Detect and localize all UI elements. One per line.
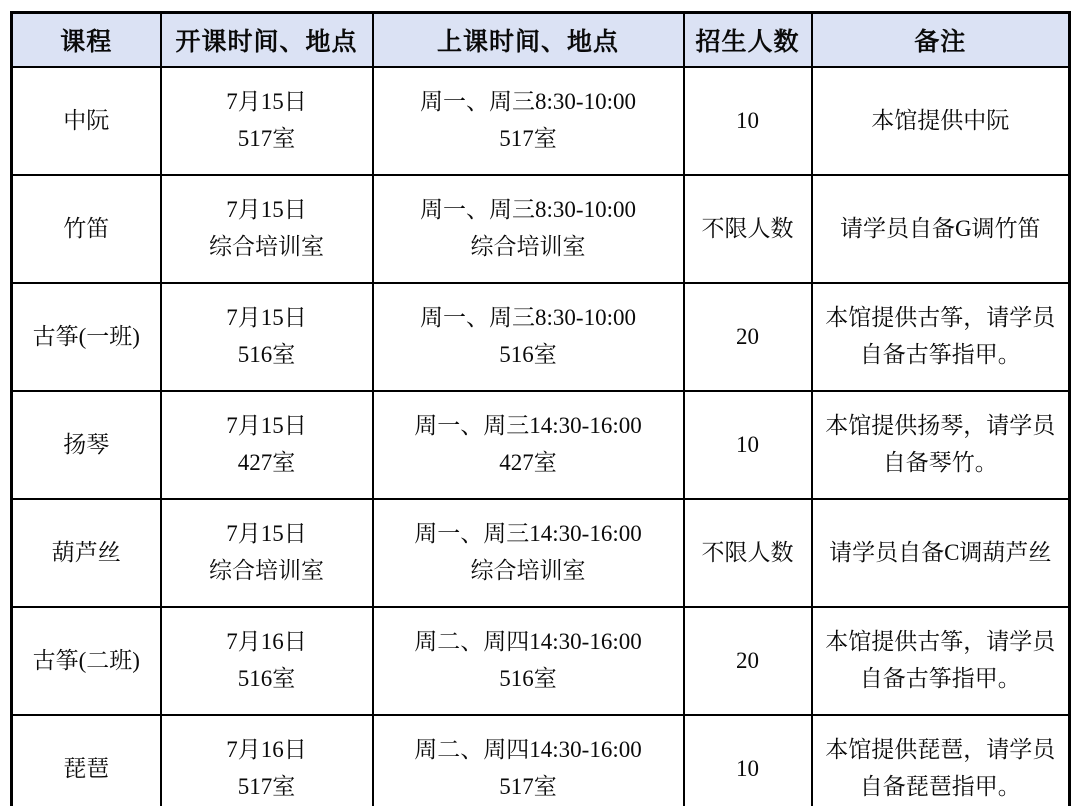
start-time-location-cell <box>161 67 373 175</box>
enrollment-cell: 不限人数 <box>684 499 812 607</box>
class-room: 综合培训室 <box>470 234 586 259</box>
class-room: 综合培训室 <box>470 558 586 583</box>
table-row <box>12 391 1070 499</box>
start-date: 7月15日 <box>226 413 307 439</box>
remarks-cell: 请学员自备G调竹笛 <box>812 175 1070 283</box>
start-date: 7月16日 <box>226 737 307 763</box>
enrollment-cell: 20 <box>684 283 812 391</box>
start-room: 516室 <box>237 342 296 367</box>
class-time-location-cell <box>373 175 684 283</box>
enrollment-cell: 10 <box>684 67 812 175</box>
remarks-cell: 本馆提供琵琶，请学员自备琵琶指甲。 <box>812 715 1070 806</box>
start-date: 7月15日 <box>226 197 307 223</box>
class-time-location-cell <box>373 391 684 499</box>
course-cell: 琵琶 <box>12 715 161 806</box>
class-time: 周一、周三8:30-10:00 <box>420 305 636 331</box>
start-room: 516室 <box>237 666 296 691</box>
class-time: 周二、周四14:30-16:00 <box>414 737 642 763</box>
enrollment-cell: 20 <box>684 607 812 715</box>
start-room: 综合培训室 <box>209 234 324 259</box>
course-cell: 扬琴 <box>12 391 161 499</box>
start-date: 7月15日 <box>226 89 307 115</box>
header-class-time-location: 上课时间、地点 <box>373 13 684 68</box>
remarks-cell: 本馆提供中阮 <box>812 67 1070 175</box>
course-cell: 葫芦丝 <box>12 499 161 607</box>
header-enrollment: 招生人数 <box>684 13 812 68</box>
class-room: 517室 <box>499 774 557 799</box>
start-date: 7月15日 <box>226 521 307 547</box>
class-room: 427室 <box>499 450 557 475</box>
start-time-location-cell <box>161 283 373 391</box>
class-room: 516室 <box>499 666 557 691</box>
remarks-cell: 请学员自备C调葫芦丝 <box>812 499 1070 607</box>
start-time-location-cell <box>161 391 373 499</box>
course-cell: 古筝(一班) <box>12 283 161 391</box>
table-row <box>12 283 1070 391</box>
enrollment-cell: 10 <box>684 715 812 806</box>
table-row <box>12 67 1070 175</box>
start-time-location-cell <box>161 715 373 806</box>
table-row <box>12 175 1070 283</box>
remarks-cell: 本馆提供古筝，请学员自备古筝指甲。 <box>812 283 1070 391</box>
class-time-location-cell <box>373 67 684 175</box>
header-start-time-location: 开课时间、地点 <box>161 13 373 68</box>
class-time: 周一、周三14:30-16:00 <box>414 413 642 439</box>
table-header-row <box>12 13 1070 68</box>
start-room: 517室 <box>237 126 296 151</box>
start-time-location-cell <box>161 499 373 607</box>
class-time-location-cell <box>373 715 684 806</box>
course-schedule-table <box>10 11 1071 806</box>
remarks-cell: 本馆提供古筝，请学员自备古筝指甲。 <box>812 607 1070 715</box>
class-time: 周一、周三14:30-16:00 <box>414 521 642 547</box>
class-time: 周一、周三8:30-10:00 <box>420 197 636 223</box>
course-cell: 古筝(二班) <box>12 607 161 715</box>
class-time-location-cell <box>373 607 684 715</box>
class-time-location-cell <box>373 283 684 391</box>
start-room: 427室 <box>237 450 296 475</box>
class-room: 517室 <box>499 126 557 151</box>
start-date: 7月15日 <box>226 305 307 331</box>
class-time-location-cell <box>373 499 684 607</box>
table-row <box>12 499 1070 607</box>
start-room: 综合培训室 <box>209 558 324 583</box>
remarks-cell: 本馆提供扬琴，请学员自备琴竹。 <box>812 391 1070 499</box>
class-time: 周二、周四14:30-16:00 <box>414 629 642 655</box>
class-time: 周一、周三8:30-10:00 <box>420 89 636 115</box>
start-time-location-cell <box>161 175 373 283</box>
enrollment-cell: 10 <box>684 391 812 499</box>
enrollment-cell: 不限人数 <box>684 175 812 283</box>
table-row <box>12 715 1070 806</box>
course-cell: 竹笛 <box>12 175 161 283</box>
header-course: 课程 <box>12 13 161 68</box>
start-room: 517室 <box>237 774 296 799</box>
class-room: 516室 <box>499 342 557 367</box>
table-row <box>12 607 1070 715</box>
start-time-location-cell <box>161 607 373 715</box>
header-remarks: 备注 <box>812 13 1070 68</box>
course-cell: 中阮 <box>12 67 161 175</box>
start-date: 7月16日 <box>226 629 307 655</box>
